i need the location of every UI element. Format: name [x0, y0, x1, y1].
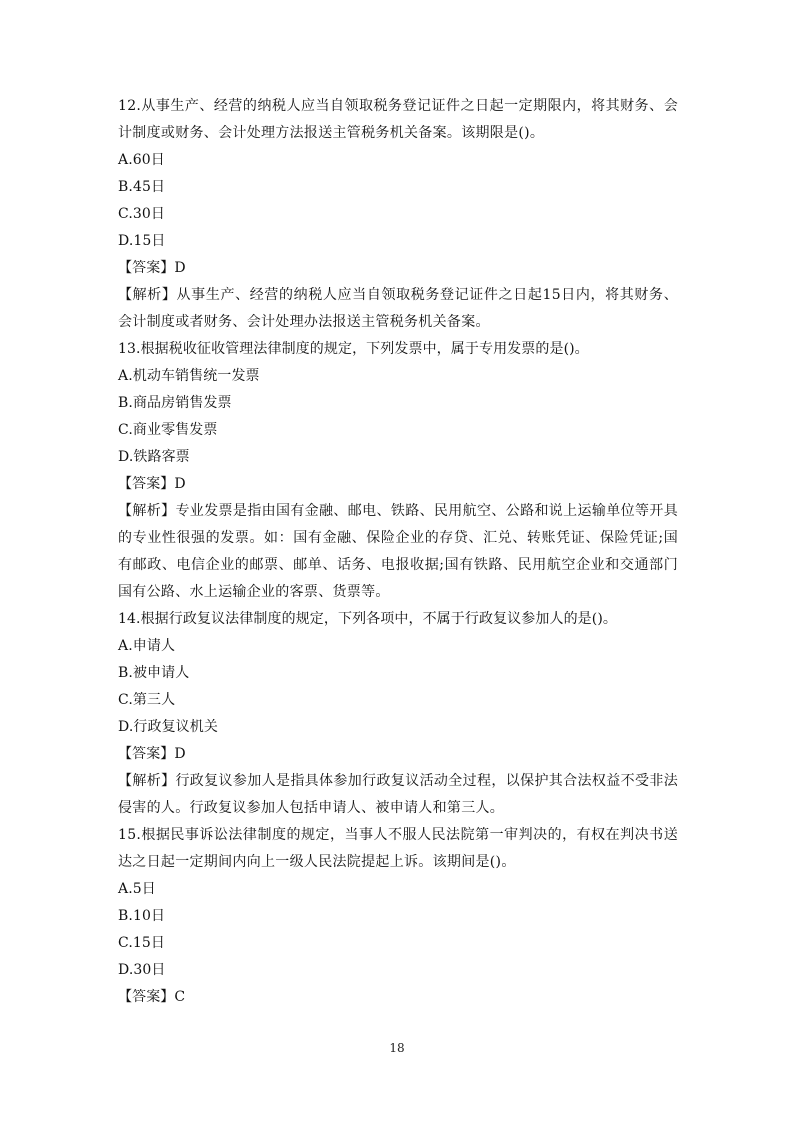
question-14-option-a: A.申请人: [118, 638, 176, 654]
question-14-answer: 【答案】D: [118, 746, 186, 762]
question-15-answer: 【答案】C: [118, 989, 186, 1005]
document-page: [118, 93, 678, 1011]
question-14-text: 14.根据行政复议法律制度的规定，下列各项中，不属于行政复议参加人的是()。: [118, 611, 617, 627]
question-13-option-a: A.机动车销售统一发票: [118, 368, 260, 384]
question-12-answer: 【答案】D: [118, 260, 186, 276]
question-15-text: 15.根据民事诉讼法律制度的规定，当事人不服人民法院第一审判决的，有权在判决书送达之日起一定期间内向上一级人民法院提起上诉。该期间是()。: [118, 827, 678, 870]
question-13-option-d: D.铁路客票: [118, 449, 190, 465]
question-15-option-b: B.10日: [118, 908, 166, 924]
question-14-analysis: 【解析】行政复议参加人是指具体参加行政复议活动全过程，以保护其合法权益不受非法侵害的人。行政复议参加人包括申请人、被申请人和第三人。: [118, 773, 678, 816]
question-12-option-c: C.30日: [118, 206, 165, 222]
question-12-option-b: B.45日: [118, 179, 166, 195]
question-13-answer: 【答案】D: [118, 476, 186, 492]
question-14-option-b: B.被申请人: [118, 665, 190, 681]
question-12-option-d: D.15日: [118, 233, 166, 249]
question-12-option-a: A.60日: [118, 152, 165, 168]
question-12-analysis: 【解析】从事生产、经营的纳税人应当自领取税务登记证件之日起15日内，将其财务、会计制度或者财务、会计处理办法报送主管税务机关备案。: [118, 287, 678, 330]
question-15-option-d: D.30日: [118, 962, 166, 978]
question-13-text: 13.根据税收征收管理法律制度的规定，下列发票中，属于专用发票的是()。: [118, 341, 589, 357]
question-13-analysis: 【解析】专业发票是指由国有金融、邮电、铁路、民用航空、公路和说上运输单位等开具的专业性很强的发票。如：国有金融、保险企业的存贷、汇兑、转账凭证、保险凭证;国有邮政、电信企业的邮票、邮单、话务、电报收据;国有铁路、民用航空企业和交通部门国有公路、水上运输企业的客票、货票等。: [118, 503, 678, 600]
question-14-option-c: C.第三人: [118, 692, 176, 708]
page-number: 18: [389, 1041, 405, 1055]
question-15-option-a: A.5日: [118, 881, 156, 897]
question-13-option-b: B.商品房销售发票: [118, 395, 232, 411]
question-13-option-c: C.商业零售发票: [118, 422, 218, 438]
question-15-option-c: C.15日: [118, 935, 165, 951]
question-12-text: 12.从事生产、经营的纳税人应当自领取税务登记证件之日起一定期限内，将其财务、会计制度或财务、会计处理方法报送主管税务机关备案。该期限是()。: [118, 98, 678, 141]
question-14-option-d: D.行政复议机关: [118, 719, 218, 735]
